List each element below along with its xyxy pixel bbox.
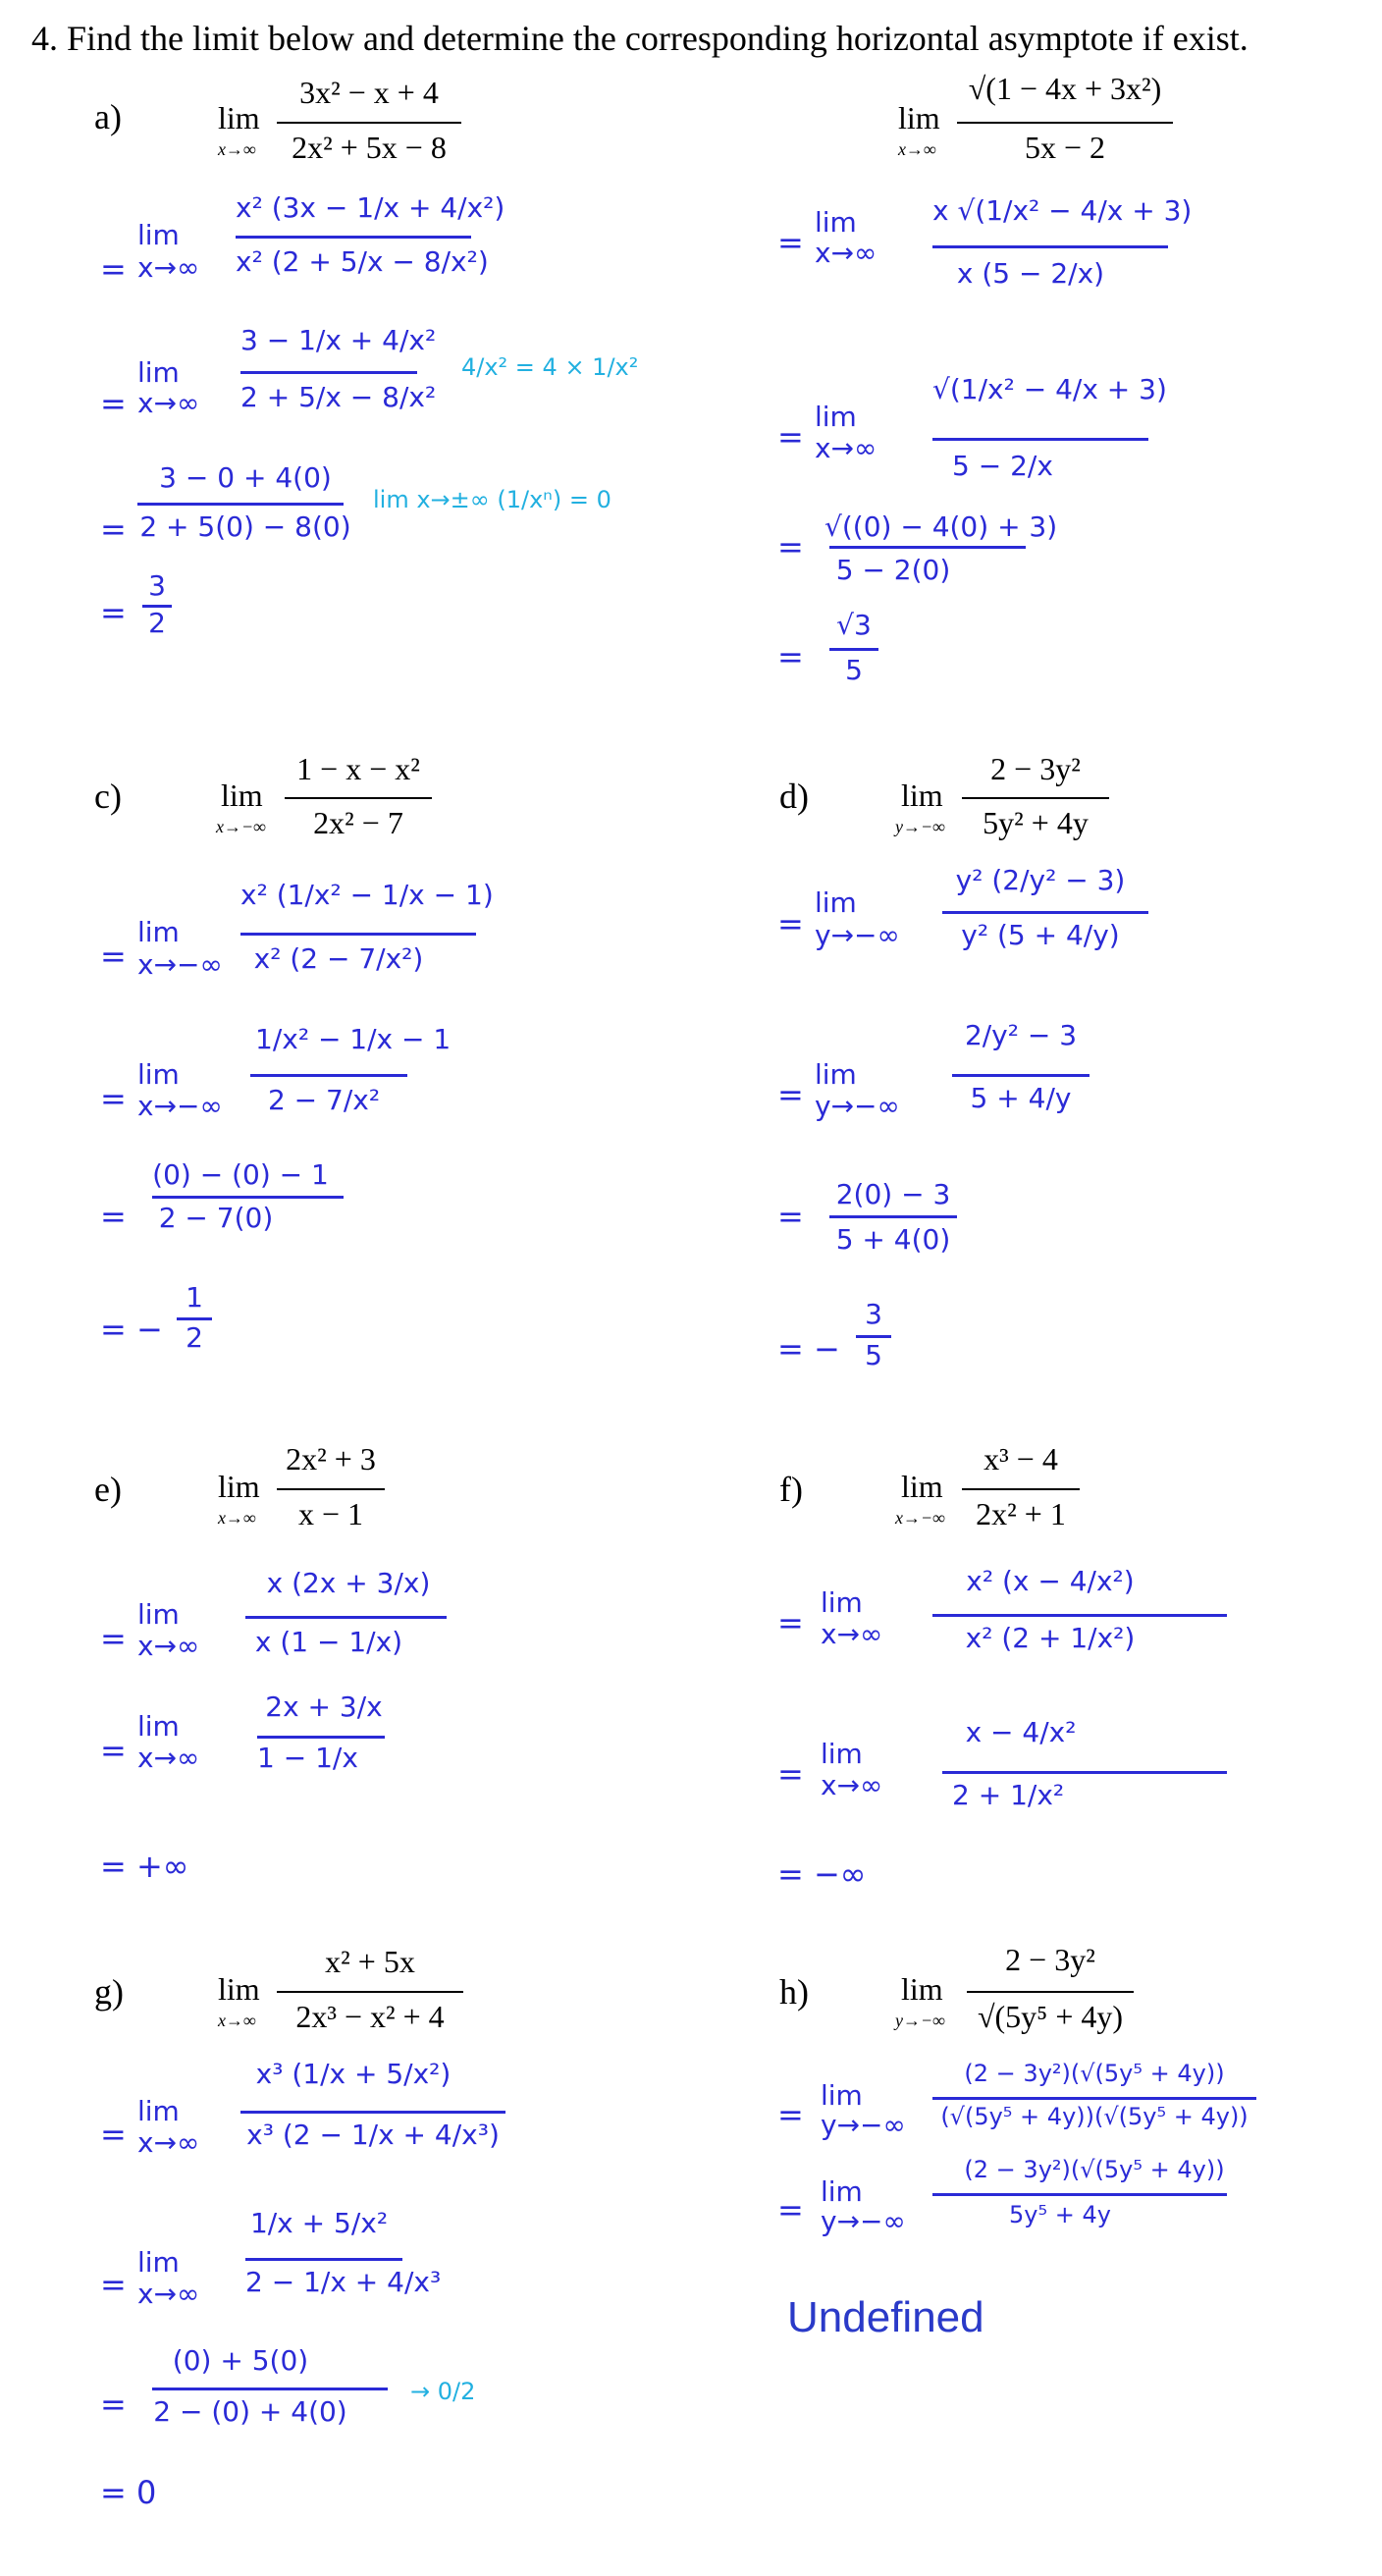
c-step4-bar — [177, 1317, 212, 1320]
b-step1-den: x (5 − 2/x) — [956, 257, 1105, 290]
part-d-lim: lim — [901, 778, 943, 813]
a-step1-lim: lim — [137, 219, 180, 251]
part-b-fraction-bar — [957, 122, 1173, 124]
part-c-label: c) — [94, 777, 122, 816]
part-h-numerator: 2 − 3y² — [1005, 1942, 1095, 1977]
g-step2-eq: = — [100, 2266, 127, 2303]
b-step4-bar — [829, 648, 878, 651]
part-g-lim-sub: x→∞ — [218, 2011, 256, 2030]
part-a-lim-sub: x→∞ — [218, 139, 256, 159]
part-d-denominator: 5y² + 4y — [983, 805, 1089, 840]
g-step3-bar — [152, 2388, 388, 2390]
b-step1-eq: = — [777, 224, 804, 261]
c-step2-den: 2 − 7/x² — [267, 1084, 381, 1116]
b-step1-lim: lim — [815, 206, 857, 239]
f-step1-bar — [932, 1614, 1227, 1617]
c-step1-lim: lim — [137, 916, 180, 948]
a-step3-num: 3 − 0 + 4(0) — [159, 461, 332, 494]
e-step2-num: 2x + 3/x — [265, 1690, 383, 1723]
g-step3-num: (0) + 5(0) — [172, 2344, 309, 2377]
c-step4-num: 1 — [186, 1281, 203, 1314]
c-step2-num: 1/x² − 1/x − 1 — [255, 1023, 452, 1055]
g-note-arrow: → 0/2 — [410, 2378, 476, 2405]
part-b-denominator: 5x − 2 — [1024, 130, 1106, 165]
part-g-lim: lim — [218, 1971, 260, 2007]
part-c-fraction-bar — [285, 797, 432, 799]
e-step1-num: x (2x + 3/x) — [266, 1567, 431, 1599]
b-step2-bar — [932, 438, 1148, 441]
part-h-lim: lim — [901, 1971, 943, 2007]
e-step2-bar — [257, 1736, 385, 1739]
h-step1-lim: lim — [821, 2079, 863, 2112]
e-step2-den: 1 − 1/x — [257, 1742, 358, 1774]
b-step1-bar — [932, 245, 1168, 248]
b-step3-eq: = — [777, 528, 804, 565]
c-step1-to: x→−∞ — [137, 948, 223, 981]
f-step2-eq: = — [777, 1755, 804, 1793]
part-a-denominator: 2x² + 5x − 8 — [292, 130, 447, 165]
part-g-denominator: 2x³ − x² + 4 — [295, 1999, 445, 2034]
a-step4-num: 3 — [148, 569, 166, 602]
c-step4-eq: = − — [100, 1311, 163, 1348]
part-d-label: d) — [779, 777, 809, 816]
f-step1-to: x→∞ — [821, 1618, 883, 1650]
part-a-numerator: 3x² − x + 4 — [299, 75, 439, 110]
part-d-numerator: 2 − 3y² — [990, 751, 1081, 786]
d-step2-den: 5 + 4/y — [970, 1082, 1072, 1114]
d-step1-num: y² (2/y² − 3) — [955, 864, 1126, 896]
part-d-fraction-bar — [962, 797, 1109, 799]
d-step2-num: 2/y² − 3 — [964, 1019, 1078, 1051]
part-e-denominator: x − 1 — [297, 1496, 364, 1531]
g-step1-to: x→∞ — [137, 2126, 200, 2159]
a-step1-eq: = — [100, 250, 127, 288]
part-e-label: e) — [94, 1470, 122, 1509]
d-step2-eq: = — [777, 1076, 804, 1113]
c-step2-eq: = — [100, 1080, 127, 1117]
part-h-fraction-bar — [967, 1991, 1134, 1993]
c-step3-num: (0) − (0) − 1 — [152, 1158, 329, 1191]
b-step2-to: x→∞ — [815, 432, 877, 464]
b-step2-eq: = — [777, 418, 804, 456]
d-step3-bar — [829, 1215, 957, 1218]
g-step3-den: 2 − (0) + 4(0) — [153, 2395, 347, 2428]
c-step1-eq: = — [100, 938, 127, 975]
c-step3-eq: = — [100, 1198, 127, 1235]
part-e-lim-sub: x→∞ — [218, 1508, 256, 1528]
e-step2-lim: lim — [137, 1710, 180, 1743]
b-step3-den: 5 − 2(0) — [835, 554, 951, 586]
g-step4-result: = 0 — [100, 2474, 157, 2511]
g-step2-to: x→∞ — [137, 2278, 200, 2310]
d-step4-eq: = − — [777, 1330, 840, 1368]
part-g-numerator: x² + 5x — [325, 1944, 415, 1979]
h-step2-num: (2 − 3y²)(√(5y⁵ + 4y)) — [964, 2156, 1225, 2183]
g-step1-eq: = — [100, 2116, 127, 2153]
part-g-fraction-bar — [277, 1991, 463, 1993]
h-step2-lim: lim — [821, 2175, 863, 2208]
b-step3-num: √((0) − 4(0) + 3) — [824, 510, 1058, 543]
h-step1-den: (√(5y⁵ + 4y))(√(5y⁵ + 4y)) — [940, 2103, 1249, 2130]
h-step1-to: y→−∞ — [821, 2109, 906, 2141]
g-step2-bar — [245, 2258, 402, 2261]
c-step2-lim: lim — [137, 1058, 180, 1091]
h-result-undefined: Undefined — [787, 2293, 984, 2341]
part-a-label: a) — [94, 97, 122, 136]
h-step2-to: y→−∞ — [821, 2205, 906, 2237]
a-step2-bar — [240, 371, 417, 374]
g-step2-lim: lim — [137, 2246, 180, 2279]
f-step1-eq: = — [777, 1604, 804, 1641]
part-c-denominator: 2x² − 7 — [313, 805, 403, 840]
part-h-lim-sub: y→−∞ — [895, 2011, 945, 2030]
h-step2-den: 5y⁵ + 4y — [1009, 2201, 1111, 2228]
part-f-denominator: 2x² + 1 — [976, 1496, 1066, 1531]
a-step3-den: 2 + 5(0) − 8(0) — [139, 510, 351, 543]
c-step1-bar — [240, 933, 476, 936]
h-step1-eq: = — [777, 2096, 804, 2133]
g-step1-den: x³ (2 − 1/x + 4/x³) — [246, 2119, 500, 2151]
f-step1-lim: lim — [821, 1586, 863, 1619]
a-step2-num: 3 − 1/x + 4/x² — [240, 324, 437, 356]
d-step4-bar — [856, 1335, 891, 1338]
b-step4-eq: = — [777, 638, 804, 675]
f-step2-num: x − 4/x² — [965, 1716, 1077, 1748]
part-c-lim-sub: x→−∞ — [216, 817, 266, 836]
b-step1-to: x→∞ — [815, 237, 877, 269]
f-step2-lim: lim — [821, 1738, 863, 1770]
g-step1-bar — [240, 2111, 505, 2114]
a-step2-den: 2 + 5/x − 8/x² — [240, 381, 437, 413]
c-step4-den: 2 — [186, 1321, 203, 1354]
part-b-lim-sub: x→∞ — [898, 139, 936, 159]
part-c-numerator: 1 − x − x² — [296, 751, 420, 786]
e-step1-eq: = — [100, 1620, 127, 1657]
part-h-label: h) — [779, 1972, 809, 2012]
part-f-lim-sub: x→−∞ — [895, 1508, 945, 1528]
h-step2-bar — [932, 2193, 1227, 2196]
a-step1-den: x² (2 + 5/x − 8/x²) — [236, 245, 489, 278]
g-step2-num: 1/x + 5/x² — [249, 2207, 389, 2239]
b-step2-num: √(1/x² − 4/x + 3) — [932, 373, 1167, 405]
e-step1-to: x→∞ — [137, 1630, 200, 1662]
b-step2-den: 5 − 2/x — [952, 450, 1053, 482]
d-step4-num: 3 — [865, 1298, 882, 1330]
part-f-lim: lim — [901, 1469, 943, 1504]
c-step3-bar — [152, 1196, 344, 1199]
part-f-label: f) — [779, 1470, 803, 1509]
h-step1-bar — [932, 2097, 1256, 2100]
g-step1-num: x³ (1/x + 5/x²) — [255, 2058, 452, 2090]
e-step2-to: x→∞ — [137, 1742, 200, 1774]
d-step4-den: 5 — [865, 1339, 882, 1371]
d-step2-lim: lim — [815, 1058, 857, 1091]
e-step1-bar — [245, 1616, 447, 1619]
h-step1-num: (2 − 3y²)(√(5y⁵ + 4y)) — [964, 2060, 1225, 2087]
d-step2-to: y→−∞ — [815, 1090, 900, 1122]
part-a-lim: lim — [218, 100, 260, 135]
g-step1-lim: lim — [137, 2095, 180, 2127]
part-h-denominator: √(5y⁵ + 4y) — [977, 1999, 1124, 2034]
a-step2-to: x→∞ — [137, 387, 200, 419]
a-step4-den: 2 — [148, 607, 166, 639]
g-step2-den: 2 − 1/x + 4/x³ — [245, 2266, 442, 2298]
a-step1-to: x→∞ — [137, 251, 200, 284]
d-step1-bar — [942, 911, 1148, 914]
d-step1-den: y² (5 + 4/y) — [961, 919, 1120, 951]
c-step2-bar — [250, 1074, 407, 1077]
a-step2-eq: = — [100, 385, 127, 422]
f-step2-bar — [942, 1771, 1227, 1774]
a-step1-bar — [236, 236, 471, 239]
part-f-fraction-bar — [962, 1488, 1080, 1490]
d-step2-bar — [952, 1074, 1090, 1077]
d-step1-eq: = — [777, 905, 804, 942]
part-b-lim: lim — [898, 100, 940, 135]
b-step1-num: x √(1/x² − 4/x + 3) — [932, 194, 1193, 227]
f-step3-result: = −∞ — [777, 1855, 867, 1893]
b-step4-num: √3 — [836, 609, 872, 641]
f-step2-den: 2 + 1/x² — [952, 1779, 1065, 1811]
part-a-fraction-bar — [277, 122, 461, 124]
part-c-lim: lim — [221, 778, 263, 813]
a-step2-lim: lim — [137, 356, 180, 389]
a-step3-eq: = — [100, 510, 127, 548]
c-step2-to: x→−∞ — [137, 1090, 223, 1122]
g-step3-eq: = — [100, 2386, 127, 2423]
a-step4-eq: = — [100, 594, 127, 631]
h-step2-eq: = — [777, 2191, 804, 2228]
e-step3-result: = +∞ — [100, 1848, 189, 1885]
f-step2-to: x→∞ — [821, 1769, 883, 1801]
c-step3-den: 2 − 7(0) — [158, 1202, 274, 1234]
f-step1-den: x² (2 + 1/x²) — [965, 1622, 1136, 1654]
part-e-numerator: 2x² + 3 — [286, 1441, 376, 1476]
e-step1-lim: lim — [137, 1598, 180, 1631]
d-step3-num: 2(0) − 3 — [835, 1178, 951, 1210]
d-step3-den: 5 + 4(0) — [835, 1223, 951, 1256]
e-step2-eq: = — [100, 1732, 127, 1769]
e-step1-den: x (1 − 1/x) — [254, 1626, 403, 1658]
b-step2-lim: lim — [815, 401, 857, 433]
d-step1-to: y→−∞ — [815, 919, 900, 951]
b-step3-bar — [829, 546, 1026, 549]
a-note-limit-rule: lim x→±∞ (1/xⁿ) = 0 — [373, 486, 611, 513]
a-step1-num: x² (3x − 1/x + 4/x²) — [236, 191, 505, 224]
a-note-rewrite: 4/x² = 4 × 1/x² — [461, 353, 639, 381]
f-step1-num: x² (x − 4/x²) — [966, 1565, 1135, 1597]
part-d-lim-sub: y→−∞ — [895, 817, 945, 836]
part-e-lim: lim — [218, 1469, 260, 1504]
c-step1-num: x² (1/x² − 1/x − 1) — [240, 879, 494, 911]
d-step3-eq: = — [777, 1198, 804, 1235]
part-g-label: g) — [94, 1972, 124, 2012]
question-title: 4. Find the limit below and determine the corresponding horizontal asymptote if exist. — [31, 19, 1249, 58]
a-step3-bar — [137, 503, 344, 506]
d-step1-lim: lim — [815, 886, 857, 919]
part-e-fraction-bar — [277, 1488, 385, 1490]
part-b-numerator: √(1 − 4x + 3x²) — [968, 71, 1162, 106]
c-step1-den: x² (2 − 7/x²) — [253, 942, 424, 975]
part-f-numerator: x³ − 4 — [983, 1441, 1058, 1476]
b-step4-den: 5 — [845, 654, 863, 686]
